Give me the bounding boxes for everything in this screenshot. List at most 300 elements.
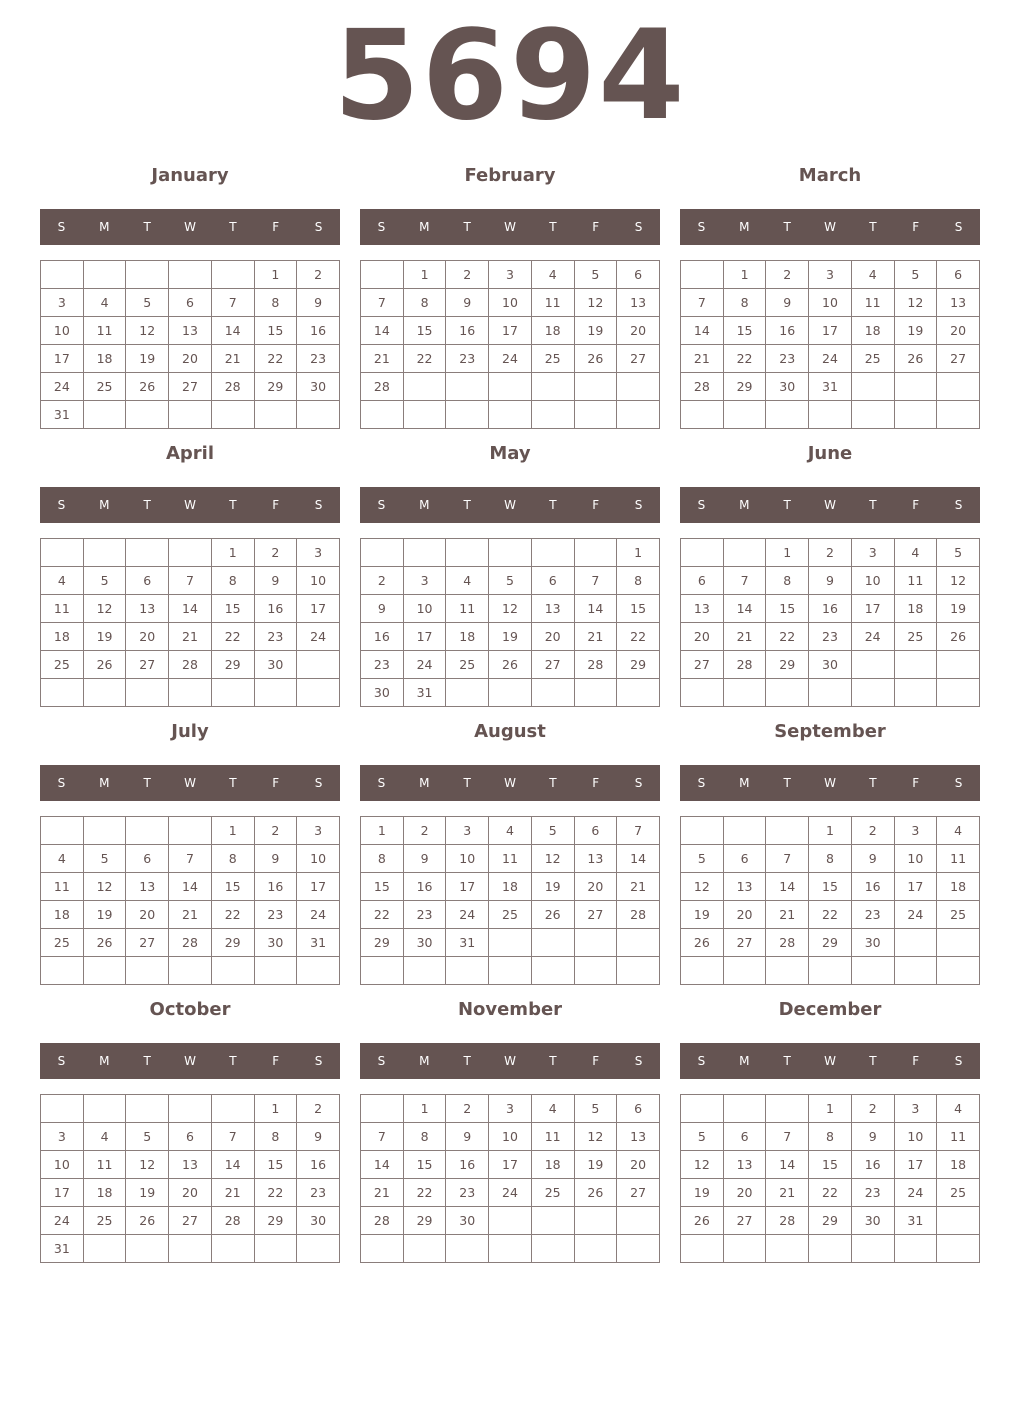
day-cell [531, 539, 574, 567]
day-cell: 11 [446, 595, 489, 623]
day-cell: 8 [254, 1123, 297, 1151]
day-cell: 22 [766, 623, 809, 651]
day-cell: 12 [83, 595, 126, 623]
week-row [41, 901, 340, 929]
weekday-label: S [954, 220, 963, 234]
weekday-label: M [419, 776, 430, 790]
day-cell: 29 [403, 1207, 446, 1235]
weekday-label: T [229, 1054, 237, 1068]
day-cell: 8 [403, 289, 446, 317]
day-cell [851, 1235, 894, 1263]
day-cell [766, 957, 809, 985]
day-cell: 17 [41, 1179, 84, 1207]
day-cell: 24 [894, 1179, 937, 1207]
week-row [361, 373, 660, 401]
day-cell: 5 [574, 1095, 617, 1123]
day-cell: 4 [489, 817, 532, 845]
day-cell: 20 [574, 873, 617, 901]
week-row [361, 1179, 660, 1207]
day-cell: 9 [254, 567, 297, 595]
weekday-label: T [783, 776, 791, 790]
day-cell: 17 [403, 623, 446, 651]
day-cell: 3 [894, 817, 937, 845]
weekday-label: M [739, 220, 750, 234]
day-cell: 10 [894, 845, 937, 873]
day-cell [361, 539, 404, 567]
day-cell: 30 [254, 651, 297, 679]
day-cell [83, 401, 126, 429]
day-cell: 24 [809, 345, 852, 373]
day-cell: 1 [361, 817, 404, 845]
day-cell: 22 [723, 345, 766, 373]
day-cell: 21 [211, 345, 254, 373]
day-cell [489, 401, 532, 429]
weekday-label: S [377, 1054, 386, 1068]
day-cell [531, 957, 574, 985]
day-cell: 28 [681, 373, 724, 401]
day-cell [617, 929, 660, 957]
day-cell: 29 [617, 651, 660, 679]
day-grid [40, 538, 340, 707]
day-cell: 3 [41, 289, 84, 317]
day-cell [681, 1235, 724, 1263]
day-cell: 12 [83, 873, 126, 901]
weekday-label: T [143, 220, 151, 234]
day-cell: 19 [489, 623, 532, 651]
weekday-header [680, 765, 980, 801]
day-cell [83, 1095, 126, 1123]
day-cell: 17 [297, 873, 340, 901]
day-cell: 12 [681, 873, 724, 901]
day-cell [297, 679, 340, 707]
day-cell: 19 [83, 623, 126, 651]
day-cell: 28 [766, 1207, 809, 1235]
day-cell: 26 [83, 929, 126, 957]
weekday-label: S [314, 498, 323, 512]
day-cell: 15 [254, 1151, 297, 1179]
day-cell: 2 [446, 1095, 489, 1123]
day-cell: 22 [211, 901, 254, 929]
day-cell: 11 [894, 567, 937, 595]
day-cell: 10 [809, 289, 852, 317]
day-cell [83, 957, 126, 985]
day-cell: 3 [809, 261, 852, 289]
weekday-label: W [184, 220, 196, 234]
weekday-label: W [184, 1054, 196, 1068]
day-cell: 26 [574, 345, 617, 373]
day-cell: 24 [41, 373, 84, 401]
weekday-label: T [549, 498, 557, 512]
weekday-header [360, 209, 660, 245]
weekday-label: T [229, 498, 237, 512]
day-cell [169, 1095, 212, 1123]
day-cell [617, 373, 660, 401]
day-cell: 4 [41, 567, 84, 595]
day-cell: 29 [211, 651, 254, 679]
day-cell: 25 [41, 651, 84, 679]
day-cell: 17 [894, 873, 937, 901]
day-cell: 13 [617, 1123, 660, 1151]
day-cell: 21 [723, 623, 766, 651]
day-cell [937, 1207, 980, 1235]
day-cell: 13 [574, 845, 617, 873]
day-cell: 20 [937, 317, 980, 345]
weekday-label: T [143, 1054, 151, 1068]
week-row [361, 289, 660, 317]
day-grid [680, 260, 980, 429]
day-cell: 19 [126, 1179, 169, 1207]
day-cell: 3 [489, 261, 532, 289]
day-cell: 12 [126, 1151, 169, 1179]
day-cell [574, 679, 617, 707]
week-row [41, 539, 340, 567]
week-row [41, 373, 340, 401]
week-row [681, 817, 980, 845]
day-grid [680, 816, 980, 985]
day-cell [723, 957, 766, 985]
day-cell: 1 [254, 1095, 297, 1123]
week-row [361, 651, 660, 679]
day-cell: 22 [254, 345, 297, 373]
day-cell: 31 [41, 401, 84, 429]
day-cell: 4 [894, 539, 937, 567]
day-cell [403, 373, 446, 401]
weekday-header [680, 209, 980, 245]
day-cell [297, 651, 340, 679]
day-cell: 16 [297, 317, 340, 345]
day-cell [41, 261, 84, 289]
day-cell: 14 [211, 1151, 254, 1179]
day-cell: 7 [766, 1123, 809, 1151]
day-cell [254, 679, 297, 707]
week-row [681, 623, 980, 651]
day-cell: 18 [531, 1151, 574, 1179]
day-cell: 21 [681, 345, 724, 373]
day-cell [894, 373, 937, 401]
month-name: June [807, 443, 853, 464]
week-row [681, 845, 980, 873]
weekday-label: S [57, 1054, 66, 1068]
week-row [41, 817, 340, 845]
day-cell: 15 [723, 317, 766, 345]
week-row [361, 1207, 660, 1235]
day-cell: 7 [211, 1123, 254, 1151]
day-cell: 28 [169, 651, 212, 679]
day-cell: 13 [617, 289, 660, 317]
day-cell: 4 [531, 1095, 574, 1123]
day-cell [169, 539, 212, 567]
week-row [41, 957, 340, 985]
day-cell [851, 957, 894, 985]
day-cell [617, 679, 660, 707]
day-cell: 5 [574, 261, 617, 289]
day-cell: 11 [937, 1123, 980, 1151]
day-cell: 10 [851, 567, 894, 595]
weekday-label: T [143, 498, 151, 512]
day-cell: 18 [41, 623, 84, 651]
day-cell: 4 [937, 817, 980, 845]
day-cell [809, 401, 852, 429]
day-cell: 4 [937, 1095, 980, 1123]
day-cell [489, 957, 532, 985]
day-cell: 12 [126, 317, 169, 345]
day-cell: 12 [574, 1123, 617, 1151]
day-cell: 9 [297, 1123, 340, 1151]
day-cell: 7 [169, 567, 212, 595]
weekday-label: W [504, 220, 516, 234]
day-cell: 28 [617, 901, 660, 929]
day-cell: 15 [211, 873, 254, 901]
day-cell: 13 [723, 873, 766, 901]
day-cell: 18 [41, 901, 84, 929]
week-row [681, 1207, 980, 1235]
day-cell: 7 [361, 289, 404, 317]
weekday-label: S [697, 220, 706, 234]
day-grid [40, 260, 340, 429]
day-cell [254, 401, 297, 429]
day-cell: 25 [446, 651, 489, 679]
month-name: September [774, 721, 886, 742]
day-cell: 2 [446, 261, 489, 289]
day-cell: 4 [83, 1123, 126, 1151]
day-cell: 26 [489, 651, 532, 679]
weekday-label: M [99, 776, 110, 790]
day-cell: 12 [489, 595, 532, 623]
day-cell: 1 [403, 261, 446, 289]
weekday-label: S [57, 776, 66, 790]
day-cell [574, 401, 617, 429]
day-cell: 29 [809, 929, 852, 957]
day-cell: 2 [809, 539, 852, 567]
day-cell: 8 [809, 845, 852, 873]
day-cell [617, 401, 660, 429]
day-grid [360, 816, 660, 985]
day-cell [766, 1095, 809, 1123]
day-cell [937, 957, 980, 985]
day-cell: 17 [297, 595, 340, 623]
day-cell: 11 [851, 289, 894, 317]
day-cell: 9 [254, 845, 297, 873]
weekday-label: W [824, 776, 836, 790]
day-cell [723, 1235, 766, 1263]
day-cell: 7 [211, 289, 254, 317]
day-cell: 11 [489, 845, 532, 873]
day-cell: 6 [126, 567, 169, 595]
weekday-label: M [419, 498, 430, 512]
day-cell [83, 817, 126, 845]
day-cell: 14 [766, 1151, 809, 1179]
day-cell: 15 [809, 873, 852, 901]
day-cell: 2 [851, 817, 894, 845]
week-row [41, 651, 340, 679]
day-cell [254, 957, 297, 985]
day-cell: 5 [937, 539, 980, 567]
day-cell: 9 [403, 845, 446, 873]
day-cell: 27 [169, 373, 212, 401]
week-row [361, 817, 660, 845]
weekday-label: W [184, 498, 196, 512]
month-name: January [151, 165, 229, 186]
weekday-label: T [549, 776, 557, 790]
day-cell [681, 1095, 724, 1123]
day-cell: 5 [531, 817, 574, 845]
weekday-label: M [99, 220, 110, 234]
day-cell: 6 [574, 817, 617, 845]
day-cell: 29 [254, 373, 297, 401]
day-cell [126, 1095, 169, 1123]
day-cell: 24 [894, 901, 937, 929]
week-row [41, 1207, 340, 1235]
day-cell: 30 [766, 373, 809, 401]
day-cell: 16 [809, 595, 852, 623]
day-cell: 13 [169, 317, 212, 345]
day-cell [83, 679, 126, 707]
day-cell: 9 [446, 1123, 489, 1151]
month-name: December [778, 999, 882, 1020]
day-cell: 30 [297, 373, 340, 401]
day-cell [126, 401, 169, 429]
day-cell [361, 957, 404, 985]
day-cell [937, 401, 980, 429]
weekday-label: T [463, 776, 471, 790]
day-cell: 16 [254, 873, 297, 901]
month-name: April [165, 443, 215, 464]
weekday-label: T [869, 498, 877, 512]
day-cell: 25 [83, 373, 126, 401]
week-row [361, 623, 660, 651]
day-cell [531, 929, 574, 957]
day-cell: 17 [446, 873, 489, 901]
week-row [41, 679, 340, 707]
day-cell [531, 1207, 574, 1235]
day-cell: 9 [851, 1123, 894, 1151]
day-cell [169, 1235, 212, 1263]
week-row [361, 595, 660, 623]
weekday-label: F [272, 1054, 280, 1068]
day-cell: 30 [851, 1207, 894, 1235]
day-cell: 8 [809, 1123, 852, 1151]
week-row [41, 261, 340, 289]
day-cell [937, 1235, 980, 1263]
day-cell: 15 [809, 1151, 852, 1179]
week-row [681, 1123, 980, 1151]
month-name: July [171, 721, 209, 742]
week-row [681, 873, 980, 901]
day-cell: 26 [126, 1207, 169, 1235]
day-cell: 5 [83, 845, 126, 873]
day-cell [681, 401, 724, 429]
day-cell: 24 [489, 345, 532, 373]
day-cell [937, 929, 980, 957]
week-row [681, 957, 980, 985]
day-cell [211, 957, 254, 985]
day-cell: 26 [126, 373, 169, 401]
week-row [361, 261, 660, 289]
day-cell: 5 [489, 567, 532, 595]
day-cell: 27 [126, 929, 169, 957]
week-row [41, 929, 340, 957]
weekday-label: T [869, 776, 877, 790]
day-cell: 13 [169, 1151, 212, 1179]
day-cell [446, 401, 489, 429]
weekday-label: S [314, 776, 323, 790]
week-row [681, 345, 980, 373]
week-row [681, 1151, 980, 1179]
day-cell: 3 [297, 817, 340, 845]
week-row [681, 539, 980, 567]
weekday-header [360, 487, 660, 523]
day-cell: 21 [766, 901, 809, 929]
day-cell: 1 [809, 1095, 852, 1123]
week-row [681, 651, 980, 679]
day-cell: 24 [297, 623, 340, 651]
week-row [681, 373, 980, 401]
day-cell: 28 [574, 651, 617, 679]
day-cell: 26 [531, 901, 574, 929]
day-cell [361, 401, 404, 429]
day-cell [723, 679, 766, 707]
day-cell: 16 [766, 317, 809, 345]
day-cell: 16 [446, 1151, 489, 1179]
day-cell: 29 [723, 373, 766, 401]
day-cell [361, 1235, 404, 1263]
day-cell: 27 [617, 1179, 660, 1207]
day-cell [766, 1235, 809, 1263]
weekday-label: T [463, 1054, 471, 1068]
day-cell: 5 [126, 1123, 169, 1151]
day-cell: 22 [211, 623, 254, 651]
weekday-label: S [57, 220, 66, 234]
day-cell: 25 [937, 1179, 980, 1207]
day-cell: 27 [574, 901, 617, 929]
day-cell: 31 [894, 1207, 937, 1235]
day-cell [126, 539, 169, 567]
day-cell: 5 [126, 289, 169, 317]
day-cell: 6 [126, 845, 169, 873]
weekday-label: W [504, 498, 516, 512]
day-cell [169, 401, 212, 429]
day-cell [531, 373, 574, 401]
day-cell: 7 [574, 567, 617, 595]
day-cell: 18 [489, 873, 532, 901]
day-cell: 1 [403, 1095, 446, 1123]
day-cell: 4 [83, 289, 126, 317]
day-cell: 19 [83, 901, 126, 929]
day-cell: 25 [531, 1179, 574, 1207]
week-row [681, 401, 980, 429]
day-grid [360, 260, 660, 429]
day-cell: 10 [894, 1123, 937, 1151]
week-row [361, 957, 660, 985]
day-cell: 3 [489, 1095, 532, 1123]
month-name: October [149, 999, 231, 1020]
day-cell: 17 [41, 345, 84, 373]
day-cell [211, 261, 254, 289]
day-cell: 23 [446, 345, 489, 373]
day-cell [809, 957, 852, 985]
day-cell: 29 [361, 929, 404, 957]
weekday-label: T [229, 776, 237, 790]
day-cell [531, 401, 574, 429]
day-cell [766, 817, 809, 845]
month-name: February [464, 165, 556, 186]
day-cell: 13 [531, 595, 574, 623]
week-row [361, 539, 660, 567]
day-cell: 14 [723, 595, 766, 623]
day-cell: 20 [531, 623, 574, 651]
day-cell [681, 679, 724, 707]
day-cell: 24 [403, 651, 446, 679]
